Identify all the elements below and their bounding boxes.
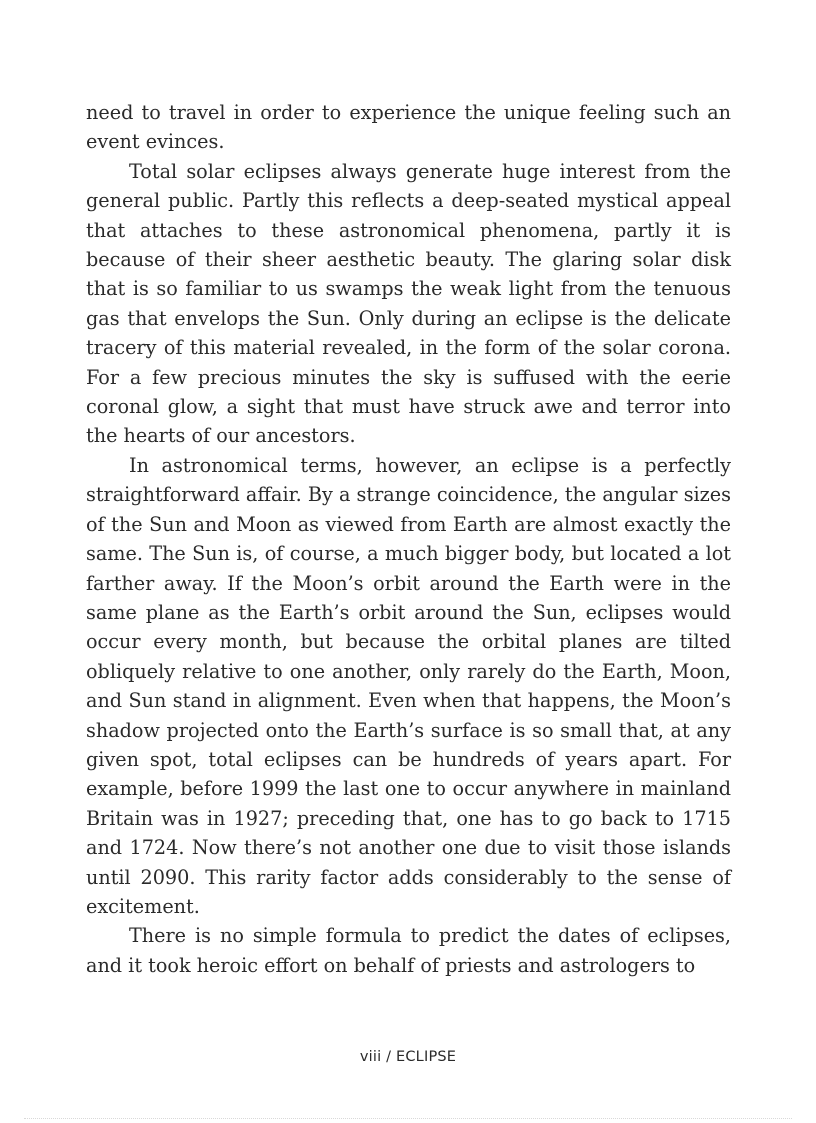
page-footer: viii / ECLIPSE: [359, 1049, 457, 1065]
paragraph-predict-eclipses: There is no simple formula to predict the dates of eclipses, and it took heroic effort on behalf of priests and astrologers to: [86, 924, 731, 977]
page-bottom-divider: [24, 1118, 792, 1119]
paragraph-astronomical-terms: In astronomical terms, however, an eclipse is a perfectly straightforward affair. By a strange coincidence, the angular sizes of the Sun and Moon as viewed from Earth are almost exactly the same. The Sun is, of course, a much bigger body, but located a lot farther away. If the Moon’s orbit around the Earth were in the same plane as the Earth’s orbit around the Sun, eclipses would occur every month, but because the orbital planes are tilted obliquely relative to one another, only rarely do the Earth, Moon, and Sun stand in alignment. Even when that happens, the Moon’s shadow projected onto the Earth’s surface is so small that, at any given spot, total eclipses can be hundreds of years apart. For example, before 1999 the last one to occur anywhere in mainland Britain was in 1927; preceding that, one has to go back to 1715 and 1724. Now there’s not another one due to visit those islands until 2090. This rarity factor adds considerably to the sense of excitement.: [86, 453, 731, 918]
paragraph-solar-eclipse-interest: Total solar eclipses always generate huge interest from the general public. Partly this reflects a deep-seated mystical appeal that attaches to these astronomical phenomena, partly it is because of their sheer aesthetic beauty. The glaring solar disk that is so familiar to us swamps the weak light from the tenuous gas that envelops the Sun. Only during an eclipse is the delicate tracery of this material revealed, in the form of the solar corona. For a few precious minutes the sky is suffused with the eerie coronal glow, a sight that must have struck awe and terror into the hearts of our ancestors.: [86, 159, 731, 448]
body-text: [86, 98, 731, 980]
paragraph-continued: need to travel in order to experience the unique feeling such an event evinces.: [86, 101, 731, 154]
